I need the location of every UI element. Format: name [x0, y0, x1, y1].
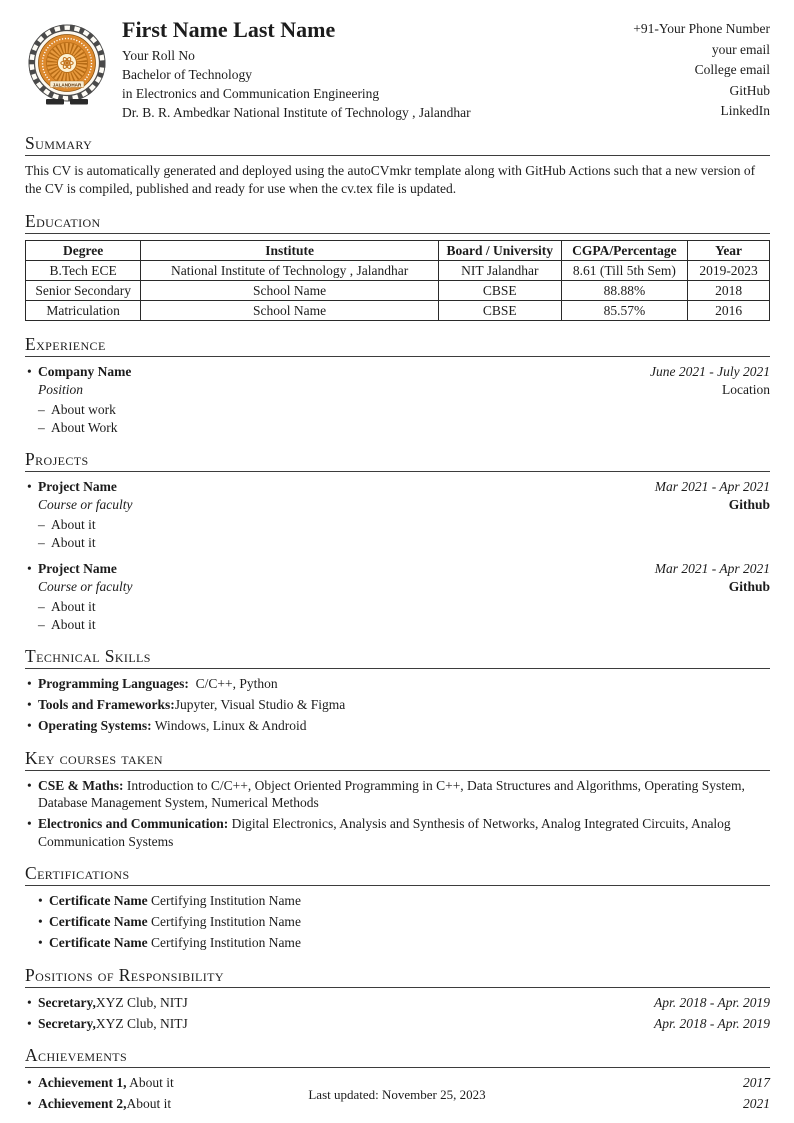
certificate-name: Certificate Name: [49, 935, 148, 950]
project-points: [25, 598, 770, 633]
logo-city-label: JALANDHAR: [52, 82, 82, 88]
phone-number: +91-Your Phone Number: [633, 21, 770, 36]
project-name: • Project Name: [25, 560, 117, 578]
position-dates: Apr. 2018 - Apr. 2019: [653, 994, 770, 1010]
course-value: Introduction to C/C++, Object Oriented Programming in C++, Data Structures and Algorithms, Operating System, Database Management System, Numerical Methods: [38, 777, 749, 810]
col-degree: Degree: [26, 241, 141, 261]
linkedin-profile-link[interactable]: LinkedIn: [720, 103, 770, 118]
skill-value: Jupyter, Visual Studio & Figma: [174, 697, 346, 712]
section-technical-skills: [25, 646, 770, 735]
table-row: [26, 301, 770, 321]
roll-number: Your Roll No: [122, 48, 195, 63]
logo-banner-right: [70, 99, 88, 105]
section-experience: [25, 334, 770, 436]
github-link[interactable]: Github: [728, 579, 770, 594]
achievement-desc: About it: [126, 1075, 174, 1090]
project-entry: [25, 478, 770, 551]
summary-text: This CV is automatically generated and deployed using the autoCVmkr template along with GitHub Actions such that a new version of the CV is compiled, published and ready for use when the cv.tex file is updated.: [25, 163, 756, 196]
person-name: First Name Last Name: [122, 17, 336, 42]
position-org: XYZ Club, NITJ: [95, 994, 188, 1010]
col-cgpa: CGPA/Percentage: [561, 241, 687, 261]
education-table: [25, 240, 770, 321]
skill-value: C/C++, Python: [188, 676, 278, 691]
table-row: [26, 261, 770, 281]
certificate-name: Certificate Name: [49, 893, 148, 908]
project-dates: Mar 2021 - Apr 2021: [654, 561, 770, 576]
achievement-year: 2017: [743, 1075, 770, 1090]
branch-line: in Electronics and Communication Engineering: [122, 86, 380, 101]
section-summary: [25, 133, 770, 198]
logo-banner-left: [46, 99, 64, 105]
achievement-name: Achievement 2,: [38, 1096, 127, 1111]
cell-board: CBSE: [438, 281, 561, 301]
nitj-emblem-icon: [25, 19, 109, 111]
header-identity: [122, 17, 471, 122]
project-points: [25, 516, 770, 551]
col-institute: Institute: [141, 241, 439, 261]
certificate-name: Certificate Name: [49, 914, 148, 929]
company-name: • Company Name: [25, 363, 131, 381]
skill-label: Tools and Frameworks:: [38, 697, 175, 712]
certificate-institution: Certifying Institution Name: [147, 893, 301, 908]
certifications-title: Certifications: [25, 863, 770, 886]
position-org: XYZ Club, NITJ: [95, 1015, 188, 1031]
projects-title: Projects: [25, 449, 770, 472]
email-link[interactable]: your email: [711, 41, 770, 57]
experience-entry: [25, 363, 770, 436]
certificate-item: [25, 913, 770, 931]
achievement-year: 2021: [743, 1096, 770, 1111]
certificate-item: [25, 892, 770, 910]
project-name: • Project Name: [25, 478, 117, 496]
summary-title: Summary: [25, 133, 770, 156]
position-item: [25, 994, 770, 1012]
skill-label: Programming Languages:: [38, 676, 189, 691]
institute-logo: [25, 19, 109, 115]
key-courses-title: Key courses taken: [25, 748, 770, 771]
section-key-courses: [25, 748, 770, 851]
cell-institute: School Name: [141, 281, 439, 301]
section-certifications: [25, 863, 770, 952]
course-value: Digital Electronics, Analysis and Synthesis of Networks, Analog Integrated Circuits, Analog Communication Systems: [38, 816, 735, 849]
cell-board: CBSE: [438, 301, 561, 321]
certificate-item: [25, 934, 770, 952]
project-entry: [25, 560, 770, 633]
experience-points: [25, 401, 770, 436]
achievements-title: Achievements: [25, 1045, 770, 1068]
github-profile-link[interactable]: GitHub: [729, 82, 770, 98]
positions-title: Positions of Responsibility: [25, 965, 770, 988]
location-label: Location: [722, 382, 770, 397]
header-contact: [633, 17, 770, 122]
position-role: Secretary,: [38, 1015, 96, 1031]
experience-point: – About work: [25, 401, 770, 419]
cell-year: 2019-2023: [688, 261, 770, 281]
achievement-desc: About it: [126, 1096, 172, 1111]
section-projects: [25, 449, 770, 633]
github-link[interactable]: Github: [728, 497, 770, 512]
degree-line: Bachelor of Technology: [122, 67, 253, 82]
position-label: Position: [38, 382, 84, 397]
last-updated-note: Last updated: November 25, 2023: [308, 1087, 486, 1102]
certificate-institution: Certifying Institution Name: [147, 914, 301, 929]
project-point: – About it: [25, 534, 770, 552]
education-title: Education: [25, 211, 770, 234]
skill-label: Operating Systems:: [38, 718, 152, 733]
course-label: Electronics and Communication:: [38, 816, 229, 831]
college-email-link[interactable]: College email: [694, 62, 770, 77]
experience-dates: June 2021 - July 2021: [650, 364, 770, 379]
institute-line: Dr. B. R. Ambedkar National Institute of Technology , Jalandhar: [122, 105, 471, 120]
course-label: CSE & Maths:: [38, 777, 124, 793]
position-item: [25, 1015, 770, 1033]
cell-degree: Matriculation: [26, 301, 141, 321]
course-item: [25, 815, 770, 850]
cell-year: 2018: [688, 281, 770, 301]
project-course: Course or faculty: [38, 497, 133, 512]
project-point: – About it: [25, 516, 770, 534]
cell-institute: National Institute of Technology , Jalandhar: [141, 261, 439, 281]
course-item: [25, 777, 770, 812]
cell-cgpa: 85.57%: [561, 301, 687, 321]
cell-degree: Senior Secondary: [26, 281, 141, 301]
cell-cgpa: 8.61 (Till 5th Sem): [561, 261, 687, 281]
skill-item: [25, 696, 770, 714]
section-positions: [25, 965, 770, 1033]
education-header-row: [26, 241, 770, 261]
header: [25, 17, 770, 122]
skill-value: Windows, Linux & Android: [151, 718, 307, 733]
cell-year: 2016: [688, 301, 770, 321]
skill-item: [25, 717, 770, 735]
project-point: – About it: [25, 598, 770, 616]
skill-item: [25, 675, 770, 693]
position-dates: Apr. 2018 - Apr. 2019: [653, 1015, 770, 1031]
position-role: Secretary,: [38, 994, 96, 1010]
table-row: [26, 281, 770, 301]
cell-institute: School Name: [141, 301, 439, 321]
cell-degree: B.Tech ECE: [26, 261, 141, 281]
col-year: Year: [688, 241, 770, 261]
experience-title: Experience: [25, 334, 770, 357]
project-dates: Mar 2021 - Apr 2021: [654, 479, 770, 494]
col-board: Board / University: [438, 241, 561, 261]
project-point: – About it: [25, 616, 770, 634]
experience-point: – About Work: [25, 419, 770, 437]
project-course: Course or faculty: [38, 579, 133, 594]
achievement-name: Achievement 1,: [38, 1075, 127, 1090]
cell-board: NIT Jalandhar: [438, 261, 561, 281]
technical-skills-title: Technical Skills: [25, 646, 770, 669]
section-education: [25, 211, 770, 321]
certificate-institution: Certifying Institution Name: [147, 935, 301, 950]
cell-cgpa: 88.88%: [561, 281, 687, 301]
